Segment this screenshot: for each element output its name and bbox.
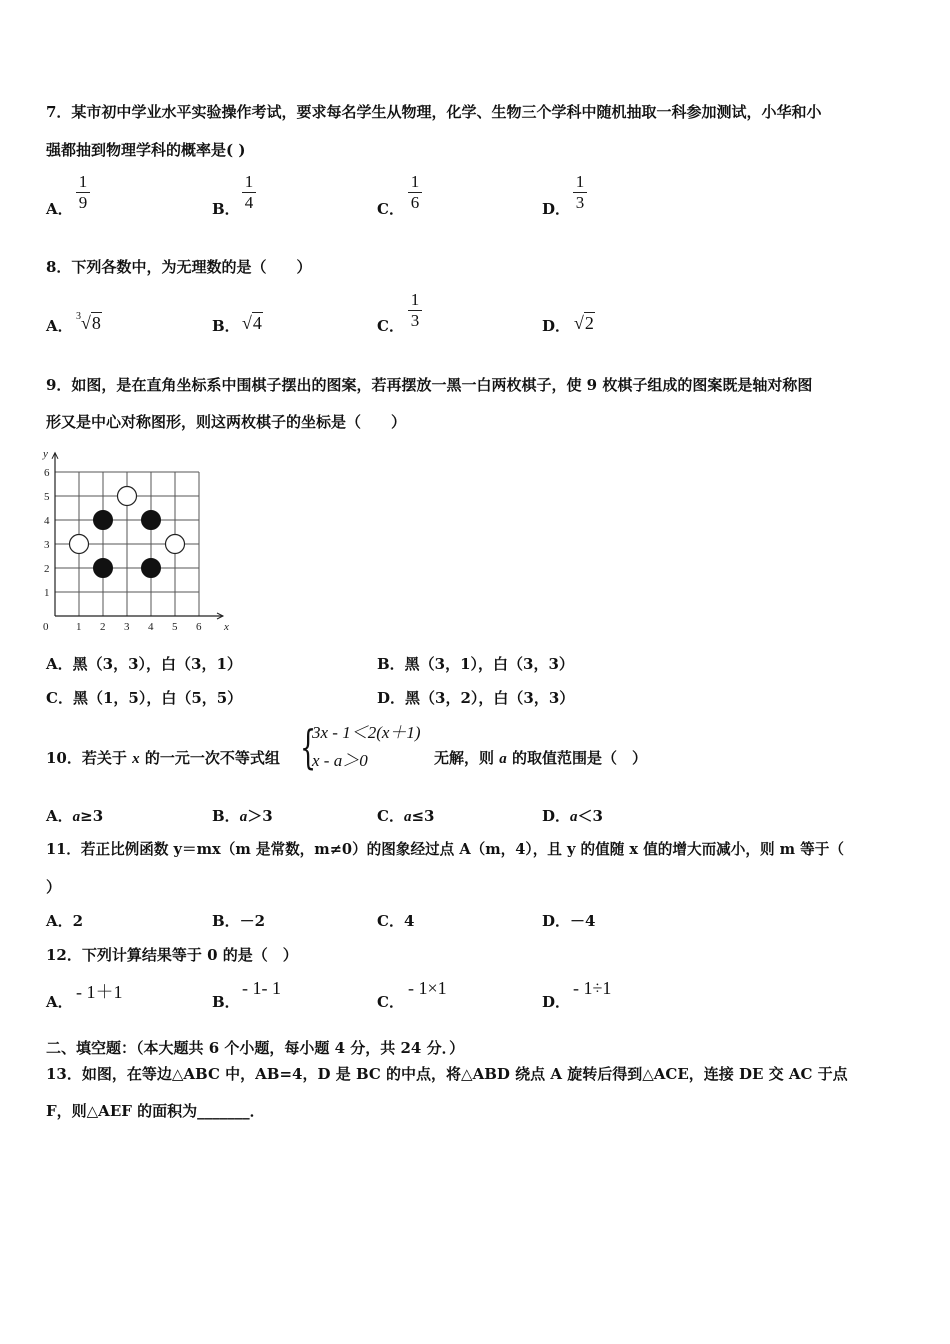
white-stone xyxy=(70,535,89,554)
q12-option-c-label: C． xyxy=(377,993,404,1011)
q10-stem-prefix: 10．若关于 x 的一元一次不等式组 xyxy=(46,749,280,767)
q13-stem-line2: F，则△AEF 的面积为_______． xyxy=(46,1102,265,1120)
q12-stem: 12．下列计算结果等于 0 的是（ ） xyxy=(46,946,298,964)
q10-inequality-2: x - a＞0 xyxy=(312,751,368,770)
q10-option-a: A．a≥3 xyxy=(46,807,104,825)
q10-system-brace: { xyxy=(300,720,317,774)
x-tick-label: 0 xyxy=(43,621,49,633)
q10-option-d: D．a＜3 xyxy=(542,807,603,825)
q8-stem: 8．下列各数中，为无理数的是（ ） xyxy=(46,258,312,276)
q9-option-a: A．黑（3，3），白（3，1） xyxy=(46,655,242,673)
q10-stem-suffix: 无解，则 a 的取值范围是（ ） xyxy=(434,749,647,767)
black-stone xyxy=(94,559,113,578)
q7-option-b-fraction: 1 4 xyxy=(242,173,256,212)
q8-option-b-label: B． xyxy=(212,317,240,335)
q11-option-d: D．－4 xyxy=(542,912,596,930)
q7-option-b-label: B． xyxy=(212,200,240,218)
q11-option-a: A．2 xyxy=(46,912,84,930)
q10-inequality-1: 3x - 1＜2(x＋1) xyxy=(312,723,421,742)
black-stone xyxy=(142,511,161,530)
q7-option-c-fraction: 1 6 xyxy=(408,173,422,212)
y-tick-label: 5 xyxy=(44,491,50,503)
q9-option-b: B．黑（3，1），白（3，3） xyxy=(377,655,574,673)
q7-option-c-label: C． xyxy=(377,200,404,218)
white-stone xyxy=(166,535,185,554)
x-tick-label: 1 xyxy=(76,621,82,633)
q13-stem-line1: 13．如图，在等边△ABC 中，AB=4，D 是 BC 的中点，将△ABD 绕点 A 旋转后得到△ACE，连接 DE 交 AC 于点 xyxy=(46,1065,848,1083)
y-tick-label: 6 xyxy=(44,467,50,479)
q12-option-d-expr: - 1÷1 xyxy=(573,978,612,998)
q12-option-c-expr: - 1×1 xyxy=(408,978,447,998)
y-tick-label: 4 xyxy=(44,515,50,527)
q7-option-d-fraction: 1 3 xyxy=(573,173,587,212)
x-tick-label: 4 xyxy=(148,621,154,633)
q10-option-b: B．a＞3 xyxy=(212,807,273,825)
q8-option-c-fraction: 1 3 xyxy=(408,291,422,330)
q8-option-b-sqrt: √4 xyxy=(242,313,262,333)
q9-stem-line2: 形又是中心对称图形，则这两枚棋子的坐标是（ ） xyxy=(46,413,407,431)
q8-option-d-label: D． xyxy=(542,317,571,335)
q11-stem-line1: 11．若正比例函数 y＝mx（m 是常数，m≠0）的图象经过点 A（m，4），且 y 的值随 x 值的增大而减小，则 m 等于（ xyxy=(46,841,844,858)
coordinate-grid-figure xyxy=(38,448,238,638)
y-tick-label: 1 xyxy=(44,587,50,599)
black-stone xyxy=(142,559,161,578)
white-stone xyxy=(118,487,137,506)
q12-option-d-label: D． xyxy=(542,993,571,1011)
q7-option-a-label: A． xyxy=(46,200,73,218)
q8-option-c-label: C． xyxy=(377,317,404,335)
q7-option-a-fraction: 1 9 xyxy=(76,173,90,212)
x-tick-label: 5 xyxy=(172,621,178,633)
q7-stem-line1: 7．某市初中学业水平实验操作考试，要求每名学生从物理，化学、生物三个学科中随机抽取一科参加测试，小华和小 xyxy=(46,103,822,121)
q8-option-a-cuberoot: $^3$√8 xyxy=(76,311,101,333)
x-tick-label: 3 xyxy=(124,621,130,633)
x-tick-label: 2 xyxy=(100,621,106,633)
y-axis-label: y xyxy=(43,448,48,460)
x-tick-label: 6 xyxy=(196,621,202,633)
q9-option-d: D．黑（3，2），白（3，3） xyxy=(377,689,575,707)
q11-option-b: B．－2 xyxy=(212,912,266,930)
x-axis-label: x xyxy=(224,621,229,633)
q11-option-c: C．4 xyxy=(377,912,415,930)
y-tick-label: 2 xyxy=(44,563,50,575)
q12-option-b-label: B． xyxy=(212,993,240,1011)
q12-option-a-expr: - 1＋1 xyxy=(76,982,123,1002)
section-2-title: 二、填空题：（本大题共 6 个小题，每小题 4 分，共 24 分．） xyxy=(46,1039,465,1057)
q7-option-d-label: D． xyxy=(542,200,571,218)
q11-stem-line2: ） xyxy=(46,878,62,896)
q7-stem-line2: 强都抽到物理学科的概率是( ) xyxy=(46,141,246,159)
black-stone xyxy=(94,511,113,530)
q12-option-b-expr: - 1- 1 xyxy=(242,978,281,998)
q12-option-a-label: A． xyxy=(46,993,73,1011)
q10-option-c: C．a≤3 xyxy=(377,807,435,825)
y-tick-label: 3 xyxy=(44,539,50,551)
q9-stem-line1: 9．如图，是在直角坐标系中围棋子摆出的图案，若再摆放一黑一白两枚棋子，使 9 枚棋子组成的图案既是轴对称图 xyxy=(46,376,813,394)
q8-option-a-label: A． xyxy=(46,317,73,335)
q9-option-c: C．黑（1，5），白（5，5） xyxy=(46,689,243,707)
q8-option-d-sqrt: √2 xyxy=(574,313,594,333)
